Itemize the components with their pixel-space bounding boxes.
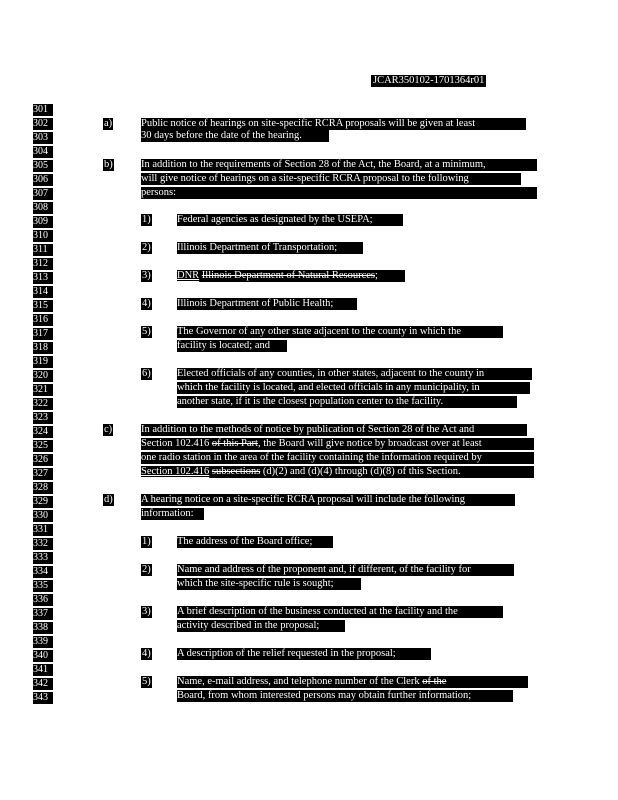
text-start: Name, e-mail address, and telephone number of the Clerk bbox=[177, 676, 420, 687]
line-number: 326 bbox=[33, 454, 53, 466]
document-id: JCAR350102-1701364r01 bbox=[373, 75, 485, 86]
line-number: 318 bbox=[33, 342, 53, 354]
section-b-item-2-text: Illinois Department of Transportation; bbox=[177, 242, 363, 254]
line-number: 304 bbox=[33, 146, 53, 158]
section-ref: Section 102.416 bbox=[141, 438, 210, 449]
line-number: 313 bbox=[33, 272, 53, 284]
inserted-text: Section 102.416 bbox=[141, 466, 210, 477]
section-b-item-6-num: 6) bbox=[142, 368, 151, 379]
section-d-item-5-line-1 bbox=[177, 676, 528, 688]
section-b-line-3: persons: bbox=[141, 187, 537, 199]
line-number: 323 bbox=[33, 412, 53, 424]
text-continuation: (d)(2) and (d)(4) through (d)(8) of this Section. bbox=[260, 466, 461, 477]
section-c-line-4 bbox=[141, 466, 534, 478]
section-d-item-2-num: 2) bbox=[142, 564, 151, 575]
section-b-item-5-num: 5) bbox=[142, 326, 151, 337]
section-b-item-5-line-2: facility is located; and bbox=[177, 340, 287, 352]
line-number: 331 bbox=[33, 524, 53, 536]
struck-text: Illinois Department of Natural Resources bbox=[201, 270, 375, 281]
line-number: 319 bbox=[33, 356, 53, 368]
section-b-item-1-num: 1) bbox=[142, 214, 151, 225]
text-continuation: , the Board will give notice by broadcast over at least bbox=[257, 438, 482, 449]
line-number: 308 bbox=[33, 202, 53, 214]
struck-text: subsections bbox=[211, 466, 261, 477]
line-number: 317 bbox=[33, 328, 53, 340]
line-number: 324 bbox=[33, 426, 53, 438]
section-b-item-4-num: 4) bbox=[142, 298, 151, 309]
line-number: 310 bbox=[33, 230, 53, 242]
section-d-line-1: A hearing notice on a site-specific RCRA proposal will include the following bbox=[141, 494, 515, 506]
line-number: 302 bbox=[33, 118, 53, 130]
section-d-line-2: information: bbox=[141, 508, 204, 520]
line-number: 328 bbox=[33, 482, 53, 494]
line-number: 342 bbox=[33, 678, 53, 690]
section-d-item-3-line-1: A brief description of the business conducted at the facility and the bbox=[177, 606, 503, 618]
section-c-line-1: In addition to the methods of notice by publication of Section 28 of the Act and bbox=[141, 424, 527, 436]
line-number: 336 bbox=[33, 594, 53, 606]
section-a-label: a) bbox=[104, 118, 113, 129]
section-b-item-6-line-3: another state, if it is the closest population center to the facility. bbox=[177, 396, 517, 408]
section-d-item-3-line-2: activity described in the proposal; bbox=[177, 620, 345, 632]
line-number: 338 bbox=[33, 622, 53, 634]
line-number: 327 bbox=[33, 468, 53, 480]
section-c-line-3: one radio station in the area of the facility containing the information required by bbox=[141, 452, 534, 464]
line-number: 314 bbox=[33, 286, 53, 298]
line-number: 320 bbox=[33, 370, 53, 382]
line-number: 337 bbox=[33, 608, 53, 620]
line-number: 332 bbox=[33, 538, 53, 550]
line-number: 333 bbox=[33, 552, 53, 564]
inserted-text: DNR bbox=[177, 270, 200, 281]
section-b-label: b) bbox=[104, 159, 113, 170]
section-b-item-4-text: Illinois Department of Public Health; bbox=[177, 298, 357, 310]
line-number: 322 bbox=[33, 398, 53, 410]
suffix-text: ; bbox=[375, 270, 378, 281]
section-c-line-2 bbox=[141, 438, 534, 450]
line-number: 334 bbox=[33, 566, 53, 578]
section-d-item-5-line-2: Board, from whom interested persons may obtain further information; bbox=[177, 690, 513, 702]
struck-text: of the bbox=[422, 676, 447, 687]
line-number: 325 bbox=[33, 440, 53, 452]
line-number: 312 bbox=[33, 258, 53, 270]
line-number: 329 bbox=[33, 496, 53, 508]
section-d-item-1-num: 1) bbox=[142, 536, 151, 547]
line-number: 303 bbox=[33, 132, 53, 144]
section-b-item-1-text: Federal agencies as designated by the USEPA; bbox=[177, 214, 403, 226]
line-number: 316 bbox=[33, 314, 53, 326]
section-d-item-4-text: A description of the relief requested in the proposal; bbox=[177, 648, 431, 660]
section-b-line-1: In addition to the requirements of Section 28 of the Act, the Board, at a minimum, bbox=[141, 159, 537, 171]
section-b-line-2: will give notice of hearings on a site-specific RCRA proposal to the following bbox=[141, 173, 521, 185]
section-d-item-3-num: 3) bbox=[142, 606, 151, 617]
line-number: 335 bbox=[33, 580, 53, 592]
line-number: 330 bbox=[33, 510, 53, 522]
section-b-item-5-line-1: The Governor of any other state adjacent to the county in which the bbox=[177, 326, 503, 338]
section-b-item-6-line-2: which the facility is located, and elected officials in any municipality, in bbox=[177, 382, 530, 394]
line-number: 339 bbox=[33, 636, 53, 648]
section-d-item-1-text: The address of the Board office; bbox=[177, 536, 333, 548]
line-number: 341 bbox=[33, 664, 53, 676]
section-b-item-6-line-1: Elected officials of any counties, in other states, adjacent to the county in bbox=[177, 368, 532, 380]
line-number: 309 bbox=[33, 216, 53, 228]
section-d-item-2-line-2: which the site-specific rule is sought; bbox=[177, 578, 361, 590]
line-number: 306 bbox=[33, 174, 53, 186]
section-d-label: d) bbox=[104, 494, 113, 505]
section-b-item-3-text bbox=[177, 270, 405, 282]
line-number: 305 bbox=[33, 160, 53, 172]
struck-text: of this Part bbox=[211, 438, 258, 449]
section-d-item-5-num: 5) bbox=[142, 676, 151, 687]
line-number: 321 bbox=[33, 384, 53, 396]
section-a-line-1: Public notice of hearings on site-specific RCRA proposals will be given at least bbox=[141, 118, 526, 130]
section-b-item-3-num: 3) bbox=[142, 270, 151, 281]
section-b-item-2-num: 2) bbox=[142, 242, 151, 253]
section-c-label: c) bbox=[104, 424, 113, 435]
section-d-item-2-line-1: Name and address of the proponent and, if different, of the facility for bbox=[177, 564, 514, 576]
section-d-item-4-num: 4) bbox=[142, 648, 151, 659]
line-number: 307 bbox=[33, 188, 53, 200]
line-number: 311 bbox=[33, 244, 53, 256]
line-number: 301 bbox=[33, 104, 53, 116]
line-number: 315 bbox=[33, 300, 53, 312]
section-a-line-2: 30 days before the date of the hearing. bbox=[141, 130, 329, 142]
line-number: 343 bbox=[33, 692, 53, 704]
line-number: 340 bbox=[33, 650, 53, 662]
